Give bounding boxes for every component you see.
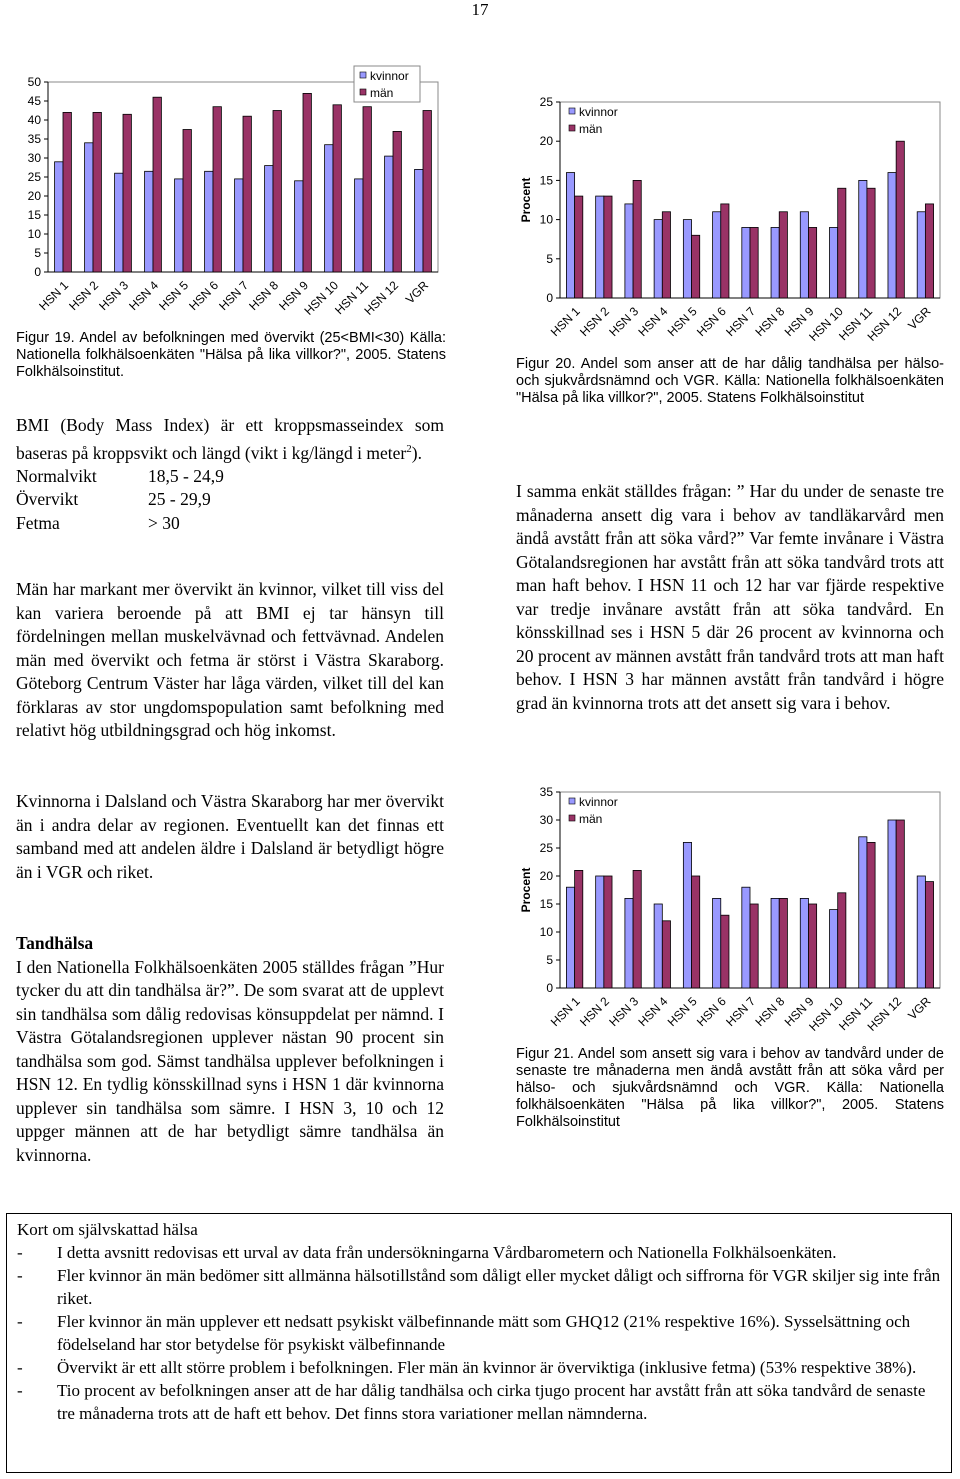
list-item-text: I detta avsnitt redovisas ett urval av data från undersökningarna Vårdbarometern och Nationella Folkhälsoenkäten. (57, 1243, 837, 1262)
bar-kvinnor (235, 179, 243, 272)
bmi-intro-text: BMI (Body Mass Index) är ett kroppsmasseindex som baseras på kroppsvikt och längd (vikt i kg/längd i meter (16, 415, 444, 463)
x-tick-label: HSN 11 (332, 278, 372, 318)
y-tick-label: 30 (539, 813, 553, 827)
bar-man (243, 116, 251, 272)
bar-man (123, 114, 131, 272)
bar-man (662, 921, 670, 988)
bar-man (896, 141, 904, 298)
bar-kvinnor (625, 898, 633, 988)
bar-kvinnor (830, 227, 838, 298)
bar-kvinnor (85, 143, 93, 272)
x-tick-label: HSN 1 (547, 304, 583, 340)
bmi-value: > 30 (148, 512, 180, 533)
x-tick-label: HSN 6 (693, 304, 729, 340)
bar-kvinnor (917, 876, 925, 988)
bar-man (925, 882, 933, 988)
summary-title: Kort om självskattad hälsa (17, 1220, 198, 1239)
x-tick-label: VGR (905, 304, 934, 333)
bar-man (838, 893, 846, 988)
bar-man (363, 107, 371, 272)
bar-kvinnor (713, 898, 721, 988)
x-tick-label: HSN 1 (547, 994, 583, 1030)
bar-kvinnor (888, 173, 896, 298)
x-tick-label: HSN 7 (216, 278, 252, 314)
x-tick-label: VGR (402, 278, 432, 307)
bar-kvinnor (800, 898, 808, 988)
x-tick-label: HSN 5 (664, 994, 700, 1030)
x-tick-label: HSN 6 (186, 278, 222, 314)
y-tick-label: 10 (539, 925, 553, 939)
y-axis-label: Procent (519, 177, 533, 223)
y-tick-label: 20 (539, 869, 553, 883)
y-tick-label: 25 (539, 95, 553, 109)
chart-fig21-svg (505, 782, 955, 1040)
paragraph-men-overweight: Män har markant mer övervikt än kvinnor, vilket till viss del kan variera beroende på att BMI ej tar hänsyn till fördelningen mellan muskelvävnad och fettvävnad. Andelen män med övervikt och fetma är störst i Västra Skaraborg. Göteborg Centrum Väster har låga värden, vilket till del kan förklaras av stor ungdomspopulation samt befolkning med relativt hög utbildningsgrad och hög inkomst. (16, 579, 444, 740)
bar-kvinnor (295, 181, 303, 272)
bar-kvinnor (596, 876, 604, 988)
list-item (17, 1356, 941, 1379)
bar-kvinnor (175, 179, 183, 272)
list-item-text: Övervikt är ett allt större problem i befolkningen. Fler män än kvinnor är överviktiga (inklusive fetma) (53% respektive 38%). (57, 1358, 917, 1377)
y-tick-label: 10 (539, 212, 553, 227)
x-tick-label: HSN 2 (577, 304, 612, 340)
x-tick-label: HSN 8 (752, 994, 788, 1030)
bar-kvinnor (596, 196, 604, 298)
bar-man (662, 212, 670, 298)
x-tick-label: HSN 9 (781, 304, 817, 340)
bar-man (575, 870, 583, 988)
bar-kvinnor (415, 169, 423, 272)
bar-kvinnor (654, 220, 662, 298)
y-tick-label: 0 (546, 981, 553, 995)
bar-kvinnor (888, 820, 896, 988)
bmi-table (16, 465, 444, 536)
bar-kvinnor (859, 837, 867, 988)
y-tick-label: 5 (546, 953, 553, 967)
list-item-text: Fler kvinnor än män upplever ett nedsatt psykiskt välbefinnande mätt som GHQ12 (21% respektive 16%). Sysselsättning och födelseland har stor betydelse för psykiskt välbefinnande (57, 1312, 911, 1354)
y-tick-label: 25 (539, 841, 553, 855)
bar-man (153, 97, 161, 272)
x-tick-label: HSN 10 (301, 278, 342, 318)
y-tick-label: 10 (27, 227, 41, 241)
bar-man (750, 227, 758, 298)
legend-label: män (579, 812, 603, 826)
legend (354, 66, 420, 102)
tandhalsa-text: I den Nationella Folkhälsoenkäten 2005 ställdes frågan ”Hur tycker du att din tandhälsa är?”. De som svarat att de upplevt sin tandhälsa som dålig redovisas könsuppdelat per nämnd. I Västra Götalandsregionen upplever nästan 90 procent sin tandhälsa som god. Sämst tandhälsa upplever befolkningen i HSN 12. En tydlig könsskillnad syns i HSN 1 där kvinnorna upplever sin tandhälsa som sämre. I HSN 3, 10 och 12 uppger männen att de har betydligt sämre tandhälsa än kvinnorna. (16, 956, 444, 1165)
bar-kvinnor (115, 173, 123, 272)
page-number: 17 (471, 0, 489, 19)
bar-kvinnor (654, 904, 662, 988)
bar-kvinnor (917, 212, 925, 298)
bar-kvinnor (625, 204, 633, 298)
x-tick-label: HSN 12 (864, 304, 905, 344)
list-item (17, 1241, 941, 1264)
bmi-row (16, 465, 444, 489)
chart-fig21 (505, 782, 955, 1040)
caption-fig20: Figur 20. Andel som anser att de har dålig tandhälsa per hälso- och sjukvårdsnämnd och VGR. Källa: Nationella folkhälsoenkäten "Hälsa på lika villkor?", 2005. Statens Folkhälsoinstitut (516, 356, 944, 406)
y-tick-label: 5 (546, 251, 553, 266)
list-item (17, 1379, 941, 1425)
bar-man (213, 107, 221, 272)
bmi-row (16, 488, 444, 512)
bar-kvinnor (566, 887, 574, 988)
bar-man (633, 870, 641, 988)
x-tick-label: HSN 3 (606, 304, 642, 340)
bar-kvinnor (205, 171, 213, 272)
bmi-intro-end: ). (411, 442, 422, 463)
bar-man (925, 204, 933, 298)
bmi-label: Övervikt (16, 489, 79, 510)
paragraph-women-overweight: Kvinnorna i Dalsland och Västra Skaraborg har mer övervikt än i andra delar av regionen. Eventuellt kan det finnas ett samband med att andelen äldre i Dalsland är betydligt högre än i VGR och riket. (16, 791, 444, 882)
bar-man (896, 820, 904, 988)
x-tick-label: HSN 8 (752, 304, 788, 340)
x-tick-label: HSN 10 (806, 304, 846, 344)
bar-kvinnor (742, 887, 750, 988)
bar-kvinnor (265, 166, 273, 272)
bar-kvinnor (385, 156, 393, 272)
x-tick-label: HSN 3 (606, 994, 642, 1030)
x-tick-label: HSN 4 (635, 304, 671, 340)
y-tick-label: 35 (539, 785, 553, 799)
bar-kvinnor (830, 910, 838, 988)
x-tick-label: HSN 9 (781, 994, 817, 1030)
bar-man (333, 105, 341, 272)
bar-man (867, 842, 875, 988)
bar-kvinnor (355, 179, 363, 272)
legend-swatch (569, 108, 575, 114)
bar-man (303, 93, 311, 272)
bar-kvinnor (771, 898, 779, 988)
y-tick-label: 15 (27, 208, 41, 222)
x-tick-label: HSN 4 (126, 278, 162, 314)
bar-man (604, 876, 612, 988)
bar-man (575, 196, 583, 298)
list-dash: - (17, 1243, 23, 1262)
chart-fig19 (0, 60, 460, 330)
bar-man (721, 915, 729, 988)
x-tick-label: HSN 1 (36, 278, 72, 314)
y-tick-label: 20 (27, 189, 41, 203)
bar-kvinnor (713, 212, 721, 298)
y-tick-label: 5 (34, 246, 41, 260)
x-tick-label: HSN 2 (577, 994, 612, 1030)
bar-man (423, 111, 431, 273)
chart-fig20-svg (505, 90, 955, 348)
list-item-text: Tio procent av befolkningen anser att de har dålig tandhälsa och cirka tjugo procent har avstått från att söka tandvård de senaste tre månaderna trots att de haft ett behov. Det finns stora variationer mellan nämnderna. (57, 1381, 926, 1423)
x-tick-label: HSN 8 (246, 278, 282, 314)
bar-man (633, 180, 641, 298)
bar-man (838, 188, 846, 298)
chart-fig19-svg (0, 60, 460, 330)
bar-kvinnor (325, 145, 333, 272)
legend-swatch (360, 72, 366, 78)
bar-man (779, 212, 787, 298)
list-dash: - (17, 1381, 23, 1400)
y-tick-label: 0 (546, 291, 553, 305)
bar-kvinnor (859, 180, 867, 298)
x-tick-label: HSN 9 (276, 278, 312, 314)
bar-man (808, 227, 816, 298)
tandhalsa-heading: Tandhälsa (16, 933, 94, 953)
legend-swatch (569, 815, 575, 821)
x-tick-label: HSN 7 (723, 994, 759, 1030)
y-tick-label: 50 (27, 75, 41, 89)
list-item-text: Fler kvinnor än män bedömer sitt allmänna hälsotillstånd som dåligt eller mycket dåligt och siffrorna för VGR skiljer sig inte från riket. (57, 1266, 941, 1308)
bar-kvinnor (683, 842, 691, 988)
y-tick-label: 15 (539, 897, 553, 911)
bar-man (721, 204, 729, 298)
bar-man (808, 904, 816, 988)
bar-man (750, 904, 758, 988)
chart-fig20 (505, 90, 955, 348)
bar-man (692, 876, 700, 988)
bar-man (93, 112, 101, 272)
tandhalsa-section (16, 932, 444, 1167)
bmi-label: Normalvikt (16, 465, 97, 486)
list-dash: - (17, 1266, 23, 1285)
x-tick-label: HSN 3 (96, 278, 132, 314)
bar-kvinnor (55, 162, 63, 272)
y-tick-label: 45 (27, 94, 41, 108)
y-tick-label: 15 (539, 173, 553, 188)
legend-label: kvinnor (579, 795, 618, 809)
x-tick-label: HSN 5 (664, 304, 700, 340)
legend-label: kvinnor (370, 69, 409, 83)
paragraph-dental-survey: I samma enkät ställdes frågan: ” Har du under de senaste tre månaderna ansett dig vara i behov av tandläkarvård men ändå avstått från att söka vård?” Var femte invånare i Västra Götalandsregionen har avstått från att söka tandvård trots att man haft behov. I HSN 11 och 12 har var fjärde respektive var tredje invånare avstått från att söka tandvård. En könsskillnad ses i HSN 5 där 26 procent av kvinnorna och 20 procent av männen avstått från tandvård trots att man haft behov. I HSN 3 har männen avstått från tandvård i högre grad än kvinnorna trots att det ansett sig vara i behov. (516, 481, 944, 713)
bar-man (393, 131, 401, 272)
summary-list (17, 1241, 941, 1425)
bar-kvinnor (771, 227, 779, 298)
bmi-value: 18,5 - 24,9 (148, 465, 224, 486)
caption-fig19: Figur 19. Andel av befolkningen med övervikt (25<BMI<30) Källa: Nationella folkhälsoenkäten "Hälsa på lika villkor?", 2005. Statens Folkhälsoinstitut. (16, 330, 446, 380)
bar-man (183, 130, 191, 273)
legend-swatch (569, 798, 575, 804)
legend-label: kvinnor (579, 105, 618, 119)
x-tick-label: VGR (905, 994, 934, 1023)
bar-man (604, 196, 612, 298)
bar-man (692, 235, 700, 298)
bar-man (273, 111, 281, 273)
list-dash: - (17, 1312, 23, 1331)
y-tick-label: 25 (27, 170, 41, 184)
bar-kvinnor (800, 212, 808, 298)
legend-swatch (360, 89, 366, 95)
summary-box (6, 1213, 952, 1473)
bmi-row (16, 512, 444, 536)
legend-swatch (569, 125, 575, 131)
list-item (17, 1264, 941, 1310)
bar-man (779, 898, 787, 988)
legend-label: män (370, 86, 394, 100)
x-tick-label: HSN 7 (723, 304, 759, 340)
y-tick-label: 40 (27, 113, 41, 127)
y-tick-label: 0 (34, 265, 41, 279)
y-axis-label: Procent (519, 867, 533, 913)
list-dash: - (17, 1358, 23, 1377)
y-tick-label: 30 (27, 151, 41, 165)
bar-kvinnor (742, 227, 750, 298)
x-tick-label: HSN 5 (156, 278, 192, 314)
x-tick-label: HSN 11 (836, 304, 876, 344)
bar-kvinnor (566, 173, 574, 298)
bmi-label: Fetma (16, 512, 60, 533)
x-tick-label: HSN 6 (693, 994, 729, 1030)
bmi-superscript: 2 (406, 442, 412, 455)
x-tick-label: HSN 12 (361, 278, 402, 318)
bar-kvinnor (145, 171, 153, 272)
legend-label: män (579, 122, 603, 136)
caption-fig21: Figur 21. Andel som ansett sig vara i behov av tandvård under de senaste tre månaderna men ändå avstått från att söka vård per hälso- och sjukvårdsnämnd och VGR. Källa: Nationella folkhälsoenkäten "Hälsa på lika villkor?", 2005. Statens Folkhälsoinstitut (516, 1046, 944, 1130)
list-item (17, 1310, 941, 1356)
bar-man (63, 112, 71, 272)
bmi-section (16, 414, 444, 535)
bar-kvinnor (683, 220, 691, 298)
x-tick-label: HSN 11 (836, 994, 876, 1034)
y-tick-label: 35 (27, 132, 41, 146)
y-tick-label: 20 (539, 134, 553, 149)
x-tick-label: HSN 4 (635, 994, 671, 1030)
bmi-value: 25 - 29,9 (148, 489, 211, 510)
x-tick-label: HSN 12 (864, 994, 905, 1034)
bar-man (867, 188, 875, 298)
x-tick-label: HSN 2 (66, 278, 102, 314)
bmi-intro (16, 414, 444, 465)
x-tick-label: HSN 10 (806, 994, 846, 1034)
